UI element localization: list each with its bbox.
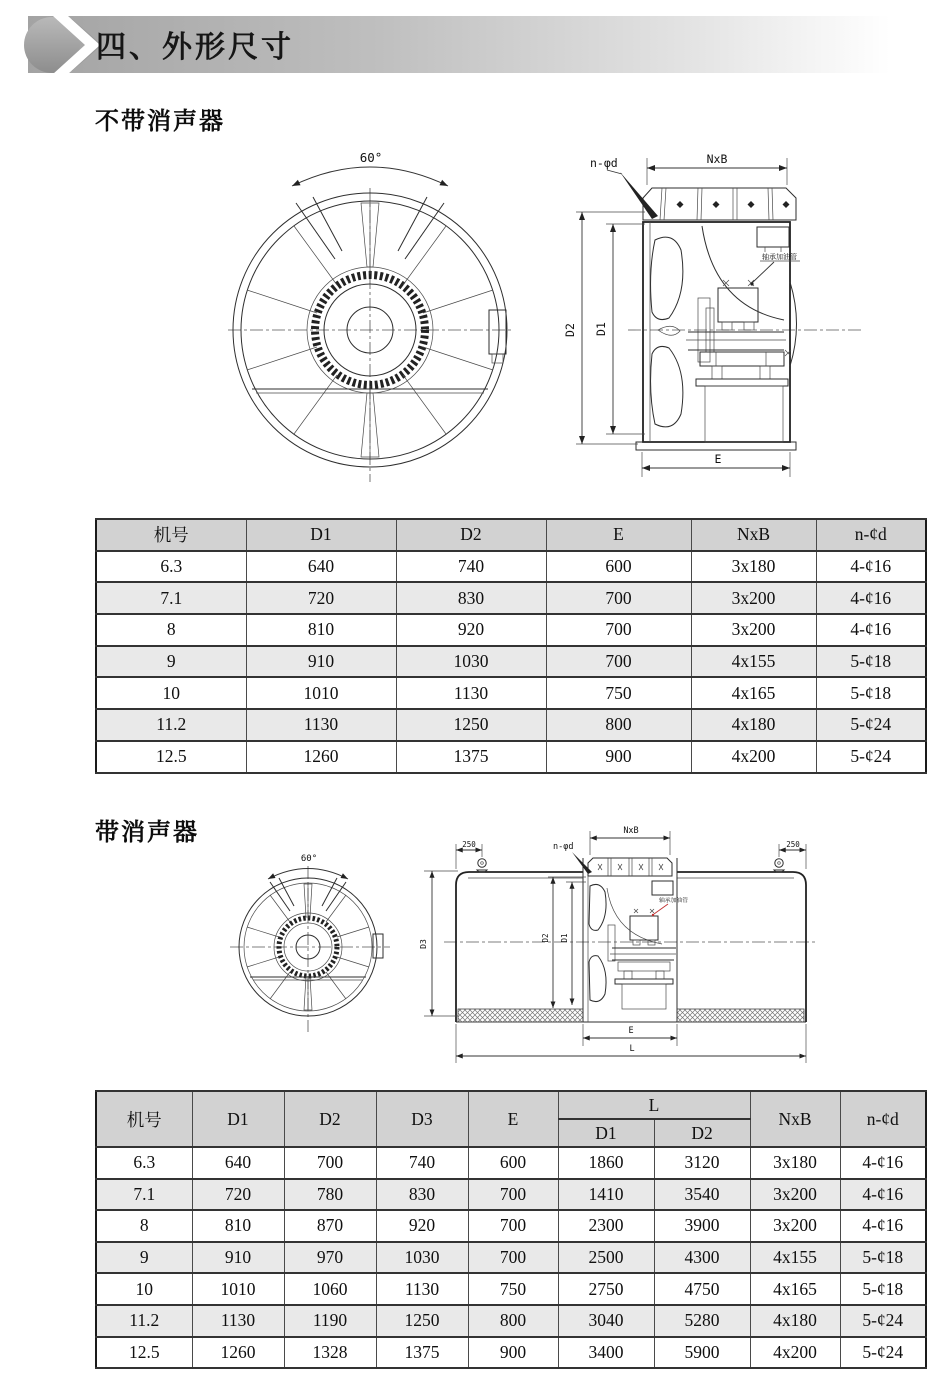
- dim-label-e-2: E: [628, 1026, 634, 1036]
- cell: 11.2: [96, 1305, 192, 1337]
- cell: 1030: [396, 646, 546, 678]
- table-row: [96, 646, 926, 678]
- cell: 1250: [396, 709, 546, 741]
- dim-label-nxb-1: NxB: [706, 152, 728, 166]
- cell: 700: [546, 614, 691, 646]
- cell: 3540: [654, 1179, 750, 1211]
- dim-label-250-left: 250: [462, 840, 476, 849]
- cell: 830: [376, 1179, 468, 1211]
- oil-pipe-label-1: 轴承加油管: [762, 253, 797, 261]
- cell: 4-¢16: [840, 1210, 926, 1242]
- cell: 1130: [192, 1305, 284, 1337]
- col-header: NxB: [750, 1091, 840, 1147]
- cell: 4-¢16: [816, 614, 926, 646]
- dim-label-d1-1: D1: [594, 322, 608, 336]
- cell: 1375: [376, 1337, 468, 1369]
- table-row: [96, 614, 926, 646]
- dim-label-angle-1: 60°: [359, 150, 383, 165]
- col-header: 机号: [96, 519, 246, 551]
- col-header: D1: [246, 519, 396, 551]
- table-row: [96, 582, 926, 614]
- col-header: 机号: [96, 1091, 192, 1147]
- cell: 5-¢18: [840, 1273, 926, 1305]
- dim-label-250-right: 250: [786, 840, 800, 849]
- cell: 4x155: [691, 646, 816, 678]
- cell: 750: [468, 1273, 558, 1305]
- col-header: n-¢d: [840, 1091, 926, 1147]
- dim-label-d2-1: D2: [563, 323, 577, 337]
- cell: 700: [546, 582, 691, 614]
- col-header: D2: [396, 519, 546, 551]
- cell: 810: [246, 614, 396, 646]
- cell: 6.3: [96, 551, 246, 583]
- cell: 740: [376, 1147, 468, 1179]
- cell: 3x200: [750, 1179, 840, 1211]
- cell: 1250: [376, 1305, 468, 1337]
- fan-front-view-silencer-drawing: [225, 815, 445, 1060]
- cell: 600: [546, 551, 691, 583]
- fan-side-view-silencer-drawing: [420, 815, 840, 1070]
- cell: 1410: [558, 1179, 654, 1211]
- dimensions-table-no-silencer: [95, 518, 927, 774]
- cell: 2750: [558, 1273, 654, 1305]
- cell: 4-¢16: [816, 582, 926, 614]
- cell: 5-¢24: [816, 741, 926, 773]
- cell: 1190: [284, 1305, 376, 1337]
- table-row: [96, 551, 926, 583]
- cell: 1328: [284, 1337, 376, 1369]
- cell: 640: [192, 1147, 284, 1179]
- cell: 640: [246, 551, 396, 583]
- cell: 4300: [654, 1242, 750, 1274]
- cell: 4-¢16: [840, 1179, 926, 1211]
- dim-label-d2-2: D2: [541, 933, 550, 943]
- table-header-row: [96, 519, 926, 551]
- cell: 3400: [558, 1337, 654, 1369]
- cell: 11.2: [96, 709, 246, 741]
- cell: 12.5: [96, 741, 246, 773]
- cell: 1260: [246, 741, 396, 773]
- oil-pipe-label-2: 轴承加油管: [659, 898, 688, 904]
- fan-front-view-drawing: [225, 140, 520, 505]
- cell: 9: [96, 646, 246, 678]
- cell: 10: [96, 1273, 192, 1305]
- table-row: [96, 709, 926, 741]
- cell: 700: [284, 1147, 376, 1179]
- cell: 800: [546, 709, 691, 741]
- cell: 700: [468, 1210, 558, 1242]
- cell: 5-¢18: [840, 1242, 926, 1274]
- cell: 810: [192, 1210, 284, 1242]
- cell: 1375: [396, 741, 546, 773]
- col-header: D3: [376, 1091, 468, 1147]
- cell: 910: [192, 1242, 284, 1274]
- col-header: NxB: [691, 519, 816, 551]
- cell: 1260: [192, 1337, 284, 1369]
- cell: 720: [192, 1179, 284, 1211]
- cell: 700: [468, 1179, 558, 1211]
- cell: 5-¢24: [840, 1337, 926, 1369]
- col-header-group-l: L: [558, 1091, 750, 1119]
- cell: 920: [376, 1210, 468, 1242]
- table-row: [96, 1242, 926, 1274]
- cell: 1030: [376, 1242, 468, 1274]
- dim-label-nxb-2: NxB: [623, 826, 639, 836]
- col-header: D1: [192, 1091, 284, 1147]
- cell: 4x180: [750, 1305, 840, 1337]
- table-row: [96, 1179, 926, 1211]
- cell: 900: [468, 1337, 558, 1369]
- cell: 12.5: [96, 1337, 192, 1369]
- cell: 600: [468, 1147, 558, 1179]
- section-banner: [28, 16, 908, 73]
- cell: 9: [96, 1242, 192, 1274]
- cell: 3x200: [691, 614, 816, 646]
- table-row: [96, 677, 926, 709]
- cell: 1860: [558, 1147, 654, 1179]
- col-header: E: [546, 519, 691, 551]
- cell: 3120: [654, 1147, 750, 1179]
- cell: 720: [246, 582, 396, 614]
- cell: 910: [246, 646, 396, 678]
- cell: 800: [468, 1305, 558, 1337]
- table-row: [96, 1305, 926, 1337]
- table-row: [96, 1337, 926, 1369]
- cell: 3x200: [691, 582, 816, 614]
- dim-label-d1-2: D1: [560, 933, 569, 943]
- cell: 750: [546, 677, 691, 709]
- cell: 4x155: [750, 1242, 840, 1274]
- cell: 830: [396, 582, 546, 614]
- cell: 4x165: [750, 1273, 840, 1305]
- cell: 10: [96, 677, 246, 709]
- cell: 5-¢24: [840, 1305, 926, 1337]
- table-row: [96, 1147, 926, 1179]
- dim-label-l: L: [629, 1044, 635, 1054]
- table-row: [96, 1210, 926, 1242]
- cell: 6.3: [96, 1147, 192, 1179]
- cell: 4750: [654, 1273, 750, 1305]
- cell: 1130: [246, 709, 396, 741]
- cell: 1130: [396, 677, 546, 709]
- cell: 920: [396, 614, 546, 646]
- cell: 700: [546, 646, 691, 678]
- cell: 4x200: [750, 1337, 840, 1369]
- cell: 3x180: [750, 1147, 840, 1179]
- page-title: 四、外形尺寸: [96, 30, 294, 64]
- section1-label: 不带消声器: [95, 108, 225, 135]
- cell: 700: [468, 1242, 558, 1274]
- cell: 7.1: [96, 582, 246, 614]
- cell: 4x165: [691, 677, 816, 709]
- cell: 5-¢18: [816, 646, 926, 678]
- cell: 7.1: [96, 1179, 192, 1211]
- cell: 4x180: [691, 709, 816, 741]
- dim-label-angle-2: 60°: [300, 854, 318, 864]
- dim-label-d3: D3: [419, 939, 428, 949]
- dim-label-nphid-1: n-φd: [590, 156, 618, 170]
- cell: 4-¢16: [840, 1147, 926, 1179]
- cell: 1010: [246, 677, 396, 709]
- cell: 1060: [284, 1273, 376, 1305]
- cell: 8: [96, 1210, 192, 1242]
- fan-side-view-drawing: [560, 140, 940, 490]
- cell: 4-¢16: [816, 551, 926, 583]
- cell: 900: [546, 741, 691, 773]
- cell: 740: [396, 551, 546, 583]
- section2-label: 带消声器: [95, 819, 199, 846]
- cell: 970: [284, 1242, 376, 1274]
- cell: 5900: [654, 1337, 750, 1369]
- col-header: E: [468, 1091, 558, 1147]
- cell: 3900: [654, 1210, 750, 1242]
- dim-label-e-1: E: [714, 452, 722, 466]
- dim-label-nphid-2: n-φd: [553, 842, 574, 852]
- cell: 5280: [654, 1305, 750, 1337]
- cell: 3x180: [691, 551, 816, 583]
- col-subheader: D1: [558, 1119, 654, 1147]
- cell: 780: [284, 1179, 376, 1211]
- cell: 5-¢18: [816, 677, 926, 709]
- cell: 4x200: [691, 741, 816, 773]
- table-row: [96, 741, 926, 773]
- cell: 2300: [558, 1210, 654, 1242]
- cell: 1130: [376, 1273, 468, 1305]
- col-header: n-¢d: [816, 519, 926, 551]
- cell: 5-¢24: [816, 709, 926, 741]
- col-subheader: D2: [654, 1119, 750, 1147]
- col-header: D2: [284, 1091, 376, 1147]
- cell: 3040: [558, 1305, 654, 1337]
- cell: 8: [96, 614, 246, 646]
- cell: 870: [284, 1210, 376, 1242]
- table-header-row: [96, 1091, 926, 1119]
- cell: 2500: [558, 1242, 654, 1274]
- cell: 1010: [192, 1273, 284, 1305]
- dimensions-table-with-silencer: [95, 1090, 927, 1369]
- cell: 3x200: [750, 1210, 840, 1242]
- table-row: [96, 1273, 926, 1305]
